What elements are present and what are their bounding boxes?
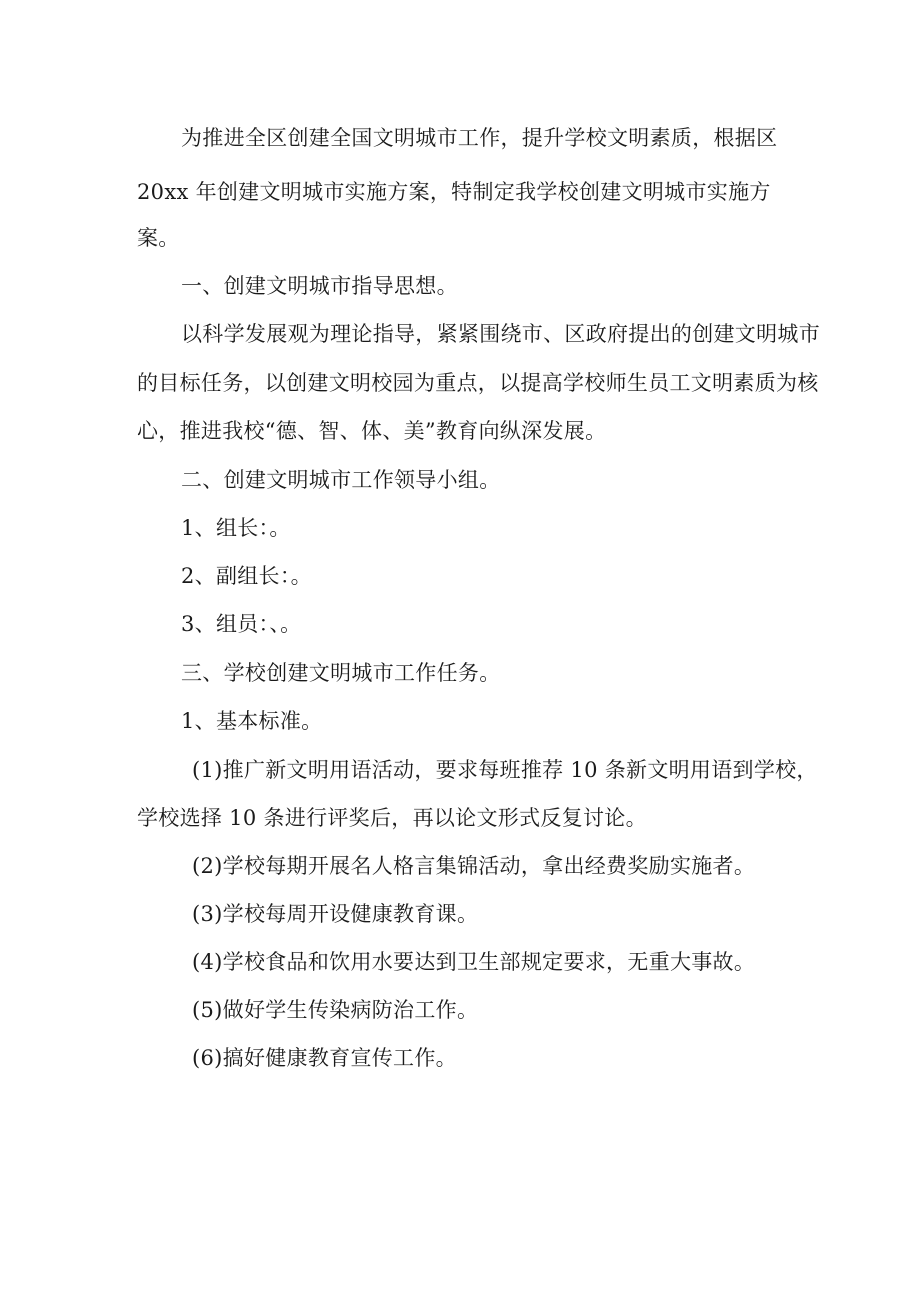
intro-line-3: 案。	[137, 226, 180, 250]
section3-item-6: (6)搞好健康教育宣传工作。	[192, 1046, 457, 1070]
section3-item-1-line-1: (1)推广新文明用语活动，要求每班推荐 10 条新文明用语到学校，	[192, 758, 818, 782]
section3-item-2: (2)学校每期开展名人格言集锦活动，拿出经费奖励实施者。	[192, 854, 756, 878]
section2-item-deputy: 2、副组长：。	[181, 564, 312, 588]
section2-item-leader: 1、组长：。	[181, 516, 291, 540]
section3-item-4: (4)学校食品和饮用水要达到卫生部规定要求，无重大事故。	[192, 950, 756, 974]
section2-item-members: 3、组员：、。	[181, 612, 302, 636]
section1-body-line-2: 的目标任务，以创建文明校园为重点，以提高学校师生员工文明素质为核	[137, 371, 819, 395]
section3-item-3: (3)学校每周开设健康教育课。	[192, 902, 479, 926]
intro-line-2: 20xx 年创建文明城市实施方案，特制定我学校创建文明城市实施方	[137, 180, 771, 204]
intro-line-1: 为推进全区创建全国文明城市工作，提升学校文明素质，根据区	[181, 126, 778, 150]
section1-body-line-1: 以科学发展观为理论指导，紧紧围绕市、区政府提出的创建文明城市	[181, 322, 820, 346]
section3-heading: 三、学校创建文明城市工作任务。	[181, 661, 501, 685]
section1-heading: 一、创建文明城市指导思想。	[181, 274, 458, 298]
section1-body-line-3: 心，推进我校“德、智、体、美”教育向纵深发展。	[137, 419, 607, 443]
section3-subheading: 1、基本标准。	[181, 709, 323, 733]
section2-heading: 二、创建文明城市工作领导小组。	[181, 468, 501, 492]
section3-item-1-line-2: 学校选择 10 条进行评奖后，再以论文形式反复讨论。	[137, 806, 647, 830]
section3-item-5: (5)做好学生传染病防治工作。	[192, 998, 479, 1022]
